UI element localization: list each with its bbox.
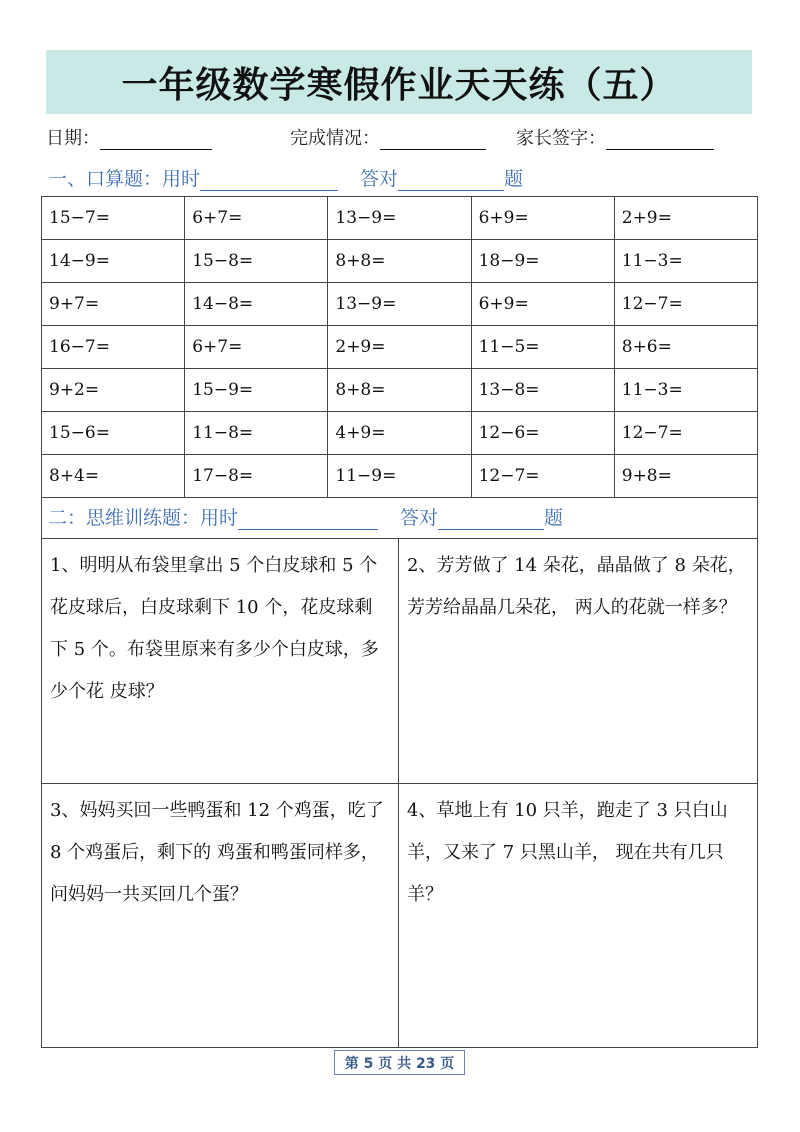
date-label: 日期： [46, 128, 100, 149]
calc-cell: 13−9= [328, 283, 471, 326]
calc-cell: 16−7= [42, 326, 185, 369]
parent-signature-blank[interactable] [606, 129, 714, 150]
section2-title: 二：思维训练题：用时 [48, 507, 239, 529]
section1-heading [48, 164, 523, 191]
section2-unit: 题 [544, 507, 564, 529]
calc-cell: 6+9= [471, 197, 614, 240]
calc-cell: 9+7= [42, 283, 185, 326]
calc-cell: 13−8= [471, 369, 614, 412]
calc-cell: 15−8= [185, 240, 328, 283]
calc-cell: 17−8= [185, 455, 328, 498]
calc-cell: 15−7= [42, 197, 185, 240]
page-number: 第 5 页 共 23 页 [334, 1050, 465, 1075]
parent-signature-field [516, 124, 714, 150]
calc-cell: 6+7= [185, 326, 328, 369]
status-field [290, 124, 486, 150]
problem-2: 2、芳芳做了 14 朵花，晶晶做了 8 朵花，芳芳给晶晶几朵花， 两人的花就一样多？ [407, 555, 746, 618]
status-label: 完成情况： [290, 128, 380, 149]
section1-correct-blank[interactable] [398, 168, 504, 191]
calc-cell: 12−7= [614, 412, 757, 455]
title-band [46, 50, 752, 114]
calc-cell: 11−3= [614, 240, 757, 283]
calc-cell: 6+9= [471, 283, 614, 326]
calc-cell: 14−9= [42, 240, 185, 283]
calc-cell: 9+8= [614, 455, 757, 498]
calc-cell: 12−7= [614, 283, 757, 326]
calc-cell: 4+9= [328, 412, 471, 455]
problem-4: 4、草地上有 10 只羊，跑走了 3 只白山羊，又来了 7 只黑山羊， 现在共有几只羊？ [407, 800, 728, 905]
calc-cell: 11−5= [471, 326, 614, 369]
calc-cell: 8+6= [614, 326, 757, 369]
calc-cell: 14−8= [185, 283, 328, 326]
calc-cell: 8+4= [42, 455, 185, 498]
calc-cell: 11−3= [614, 369, 757, 412]
calc-cell: 18−9= [471, 240, 614, 283]
problem-1: 1、明明从布袋里拿出 5 个白皮球和 5 个花皮球后，白皮球剩下 10 个，花皮球剩下 5 个。布袋里原来有多少个白皮球，多少个花 皮球？ [50, 555, 379, 702]
section2-correct-label: 答对 [400, 507, 439, 529]
calc-cell: 13−9= [328, 197, 471, 240]
status-blank[interactable] [380, 129, 486, 150]
info-row [46, 124, 752, 150]
calc-cell: 11−9= [328, 455, 471, 498]
date-field [46, 124, 212, 150]
calc-cell: 15−9= [185, 369, 328, 412]
section1-title: 一、口算题：用时 [48, 168, 201, 190]
problem-3: 3、妈妈买回一些鸭蛋和 12 个鸡蛋，吃了 8 个鸡蛋后，剩下的 鸡蛋和鸭蛋同样多，问妈妈一共买回几个蛋？ [50, 800, 384, 905]
calc-cell: 6+7= [185, 197, 328, 240]
calc-cell: 12−6= [471, 412, 614, 455]
date-blank[interactable] [100, 129, 212, 150]
calc-cell: 11−8= [185, 412, 328, 455]
section1-time-blank[interactable] [200, 168, 338, 191]
calc-cell: 2+9= [614, 197, 757, 240]
section1-correct-label: 答对 [360, 168, 399, 190]
calc-cell: 8+8= [328, 369, 471, 412]
parent-label: 家长签字： [516, 128, 606, 149]
calc-cell: 9+2= [42, 369, 185, 412]
page-title: 一年级数学寒假作业天天练（五） [121, 64, 677, 106]
calc-cell: 2+9= [328, 326, 471, 369]
calc-cell: 8+8= [328, 240, 471, 283]
calc-cell: 15−6= [42, 412, 185, 455]
section1-unit: 题 [504, 168, 524, 190]
calc-cell: 12−7= [471, 455, 614, 498]
